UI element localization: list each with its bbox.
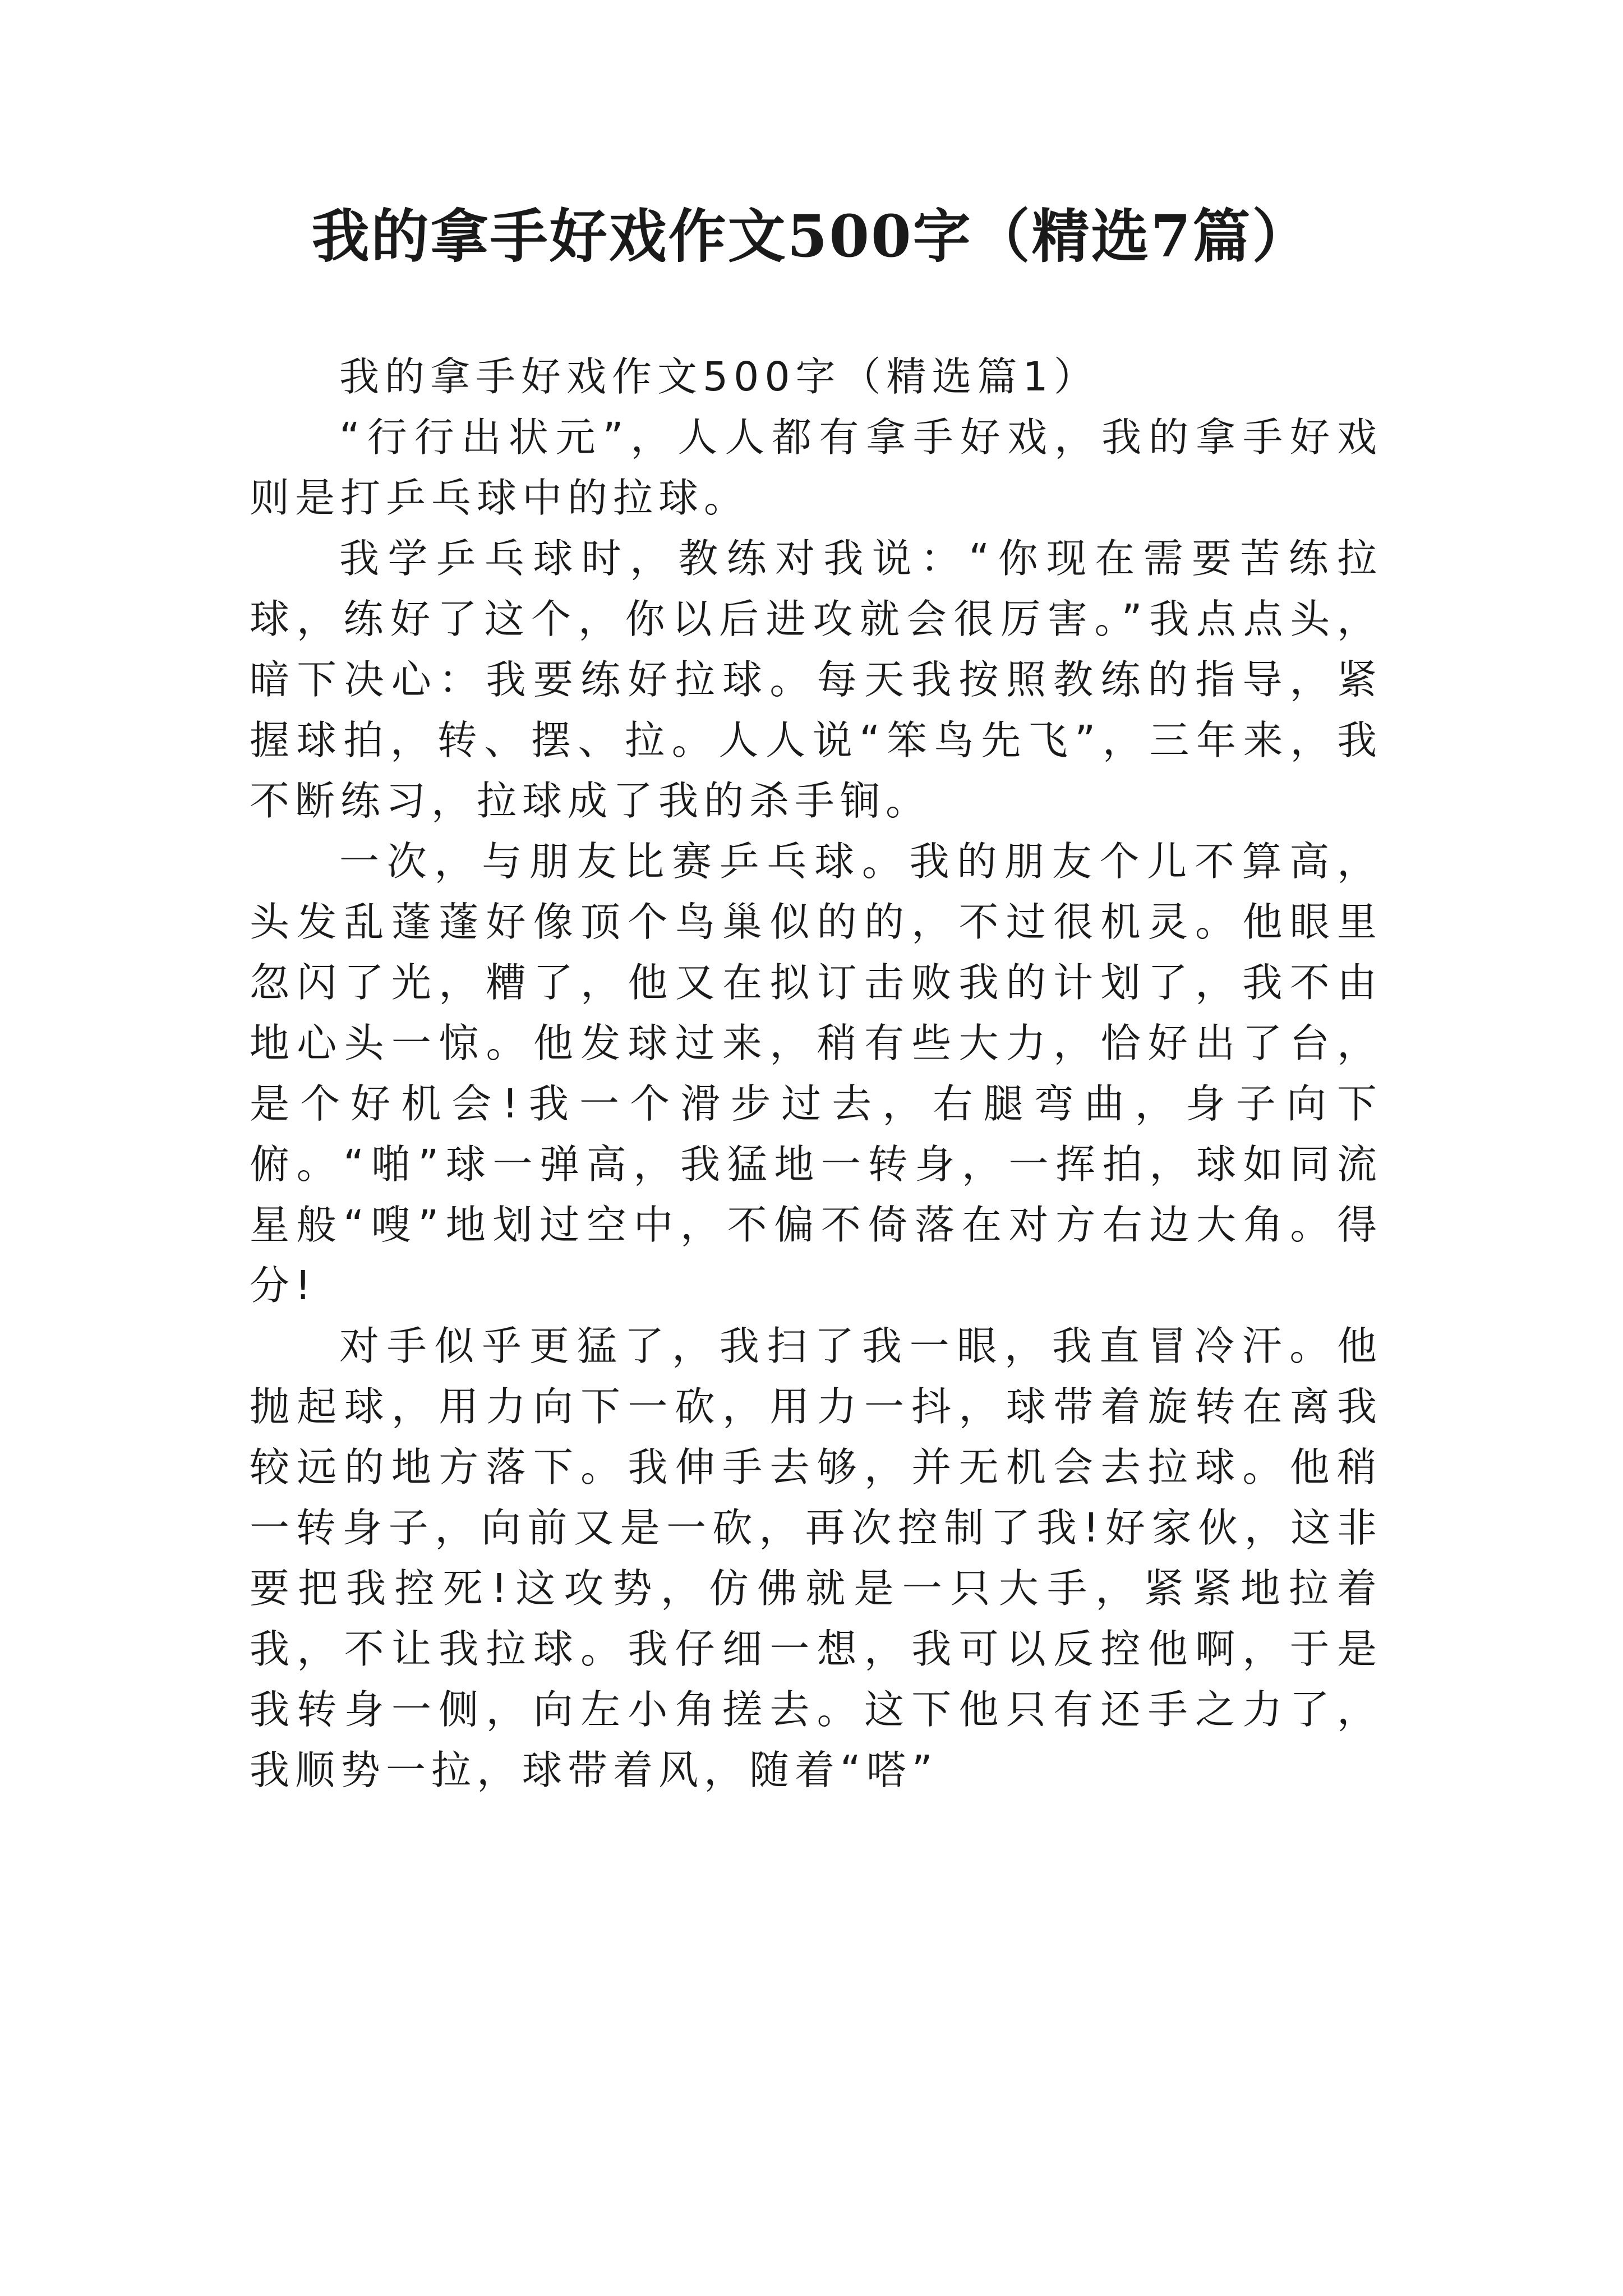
paragraph: 我学乒乓球时，教练对我说：“你现在需要苦练拉球，练好了这个，你以后进攻就会很厉害。”我点点头，暗下决心：我要练好拉球。每天我按照教练的指导，紧握球拍，转、摆、拉。人人说“笨鸟先飞”，三年来，我不断练习，拉球成了我的杀手锏。 [250,535,1382,824]
paragraph: “行行出状元”，人人都有拿手好戏，我的拿手好戏则是打乒乓球中的拉球。 [250,414,1382,521]
paragraph: 一次，与朋友比赛乒乓球。我的朋友个儿不算高，头发乱蓬蓬好像顶个鸟巢似的的，不过很机灵。他眼里忽闪了光，糟了，他又在拟订击败我的计划了，我不由地心头一惊。他发球过来，稍有些大力，恰好出了台，是个好机会!我一个滑步过去，右腿弯曲，身子向下俯。“啪”球一弹高，我猛地一转身，一挥拍，球如同流星般“嗖”地划过空中，不偏不倚落在对方右边大角。得分! [250,838,1382,1309]
document-title: 我的拿手好戏作文500字（精选7篇） [311,203,1312,270]
section-heading: 我的拿手好戏作文500字（精选篇1） [339,353,1099,400]
document-body [250,347,1382,1801]
paragraph: 对手似乎更猛了，我扫了我一眼，我直冒冷汗。他抛起球，用力向下一砍，用力一抖，球带着旋转在离我较远的地方落下。我伸手去够，并无机会去拉球。他稍一转身子，向前又是一砍，再次控制了我!好家伙，这非要把我控死!这攻势，仿佛就是一只大手，紧紧地拉着我，不让我拉球。我仔细一想，我可以反控他啊，于是我转身一侧，向左小角搓去。这下他只有还手之力了，我顺势一拉，球带着风，随着“嗒” [250,1323,1382,1793]
